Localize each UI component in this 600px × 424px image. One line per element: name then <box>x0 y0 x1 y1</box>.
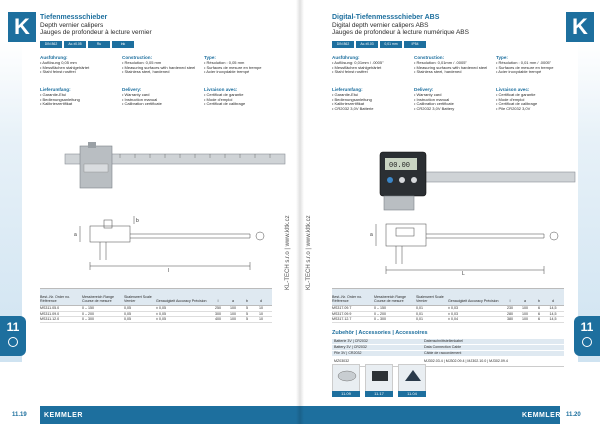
header-cell: b <box>246 299 248 304</box>
order-number: MS311.12.0 <box>40 317 60 322</box>
col-en <box>122 88 198 107</box>
col-item: • Calibration certificate <box>122 101 162 107</box>
col-item: • Stainless steel, hardened <box>414 69 462 75</box>
construction-columns <box>332 56 572 75</box>
technical-drawing <box>70 212 270 274</box>
order-number: MS317.09.7 <box>332 306 352 310</box>
thumb-label: 11.17 <box>365 391 393 397</box>
col-item: • Calibration certificate <box>414 101 454 107</box>
delivery-columns <box>332 88 572 112</box>
col-item: • Résolution : 0,01 mm / .0005" <box>496 59 552 65</box>
table-cell: 6 <box>538 306 540 310</box>
table-cell: 5 <box>246 311 248 316</box>
title-de: Digital-Tiefenmessschieber ABS <box>332 14 440 21</box>
svg-text:a: a <box>370 232 373 238</box>
header-cell: a <box>232 299 234 304</box>
book-gutter <box>296 0 304 424</box>
page-title <box>40 14 152 37</box>
title-de: Tiefenmessschieber <box>40 14 108 21</box>
cable-icon <box>366 365 394 387</box>
col-item: • Stahl feinst rostfrei <box>332 69 368 75</box>
col-item: • Pile CR2032 3,0V <box>496 106 531 112</box>
col-item: • Certificat de garantie <box>496 91 536 97</box>
spec-code-bar <box>332 41 426 48</box>
col-item: • Measuring surfaces with hardened steel <box>414 64 488 70</box>
col-en <box>414 88 490 112</box>
accessory-cell: Battery 3V | CR2032 <box>334 345 367 349</box>
col-item: • CR2032 3,0V Batterie <box>332 106 374 112</box>
col-heading: Ausführung: <box>40 55 68 60</box>
accessory-cell: Data Connection Cable <box>424 345 462 349</box>
order-number: MS311.09.0 <box>40 311 60 316</box>
header-cell: Messbereich Range Course de mesure <box>82 294 114 304</box>
accessories-table <box>332 339 564 367</box>
table-cell: 0,01 <box>416 317 423 322</box>
spec-code: Ac.±0.05 <box>64 41 86 48</box>
chapter-tab[interactable] <box>574 316 600 356</box>
header-cell: Messbereich Range Course de mesure <box>374 294 406 304</box>
order-number: MS317.12.7 <box>332 317 352 322</box>
table-cell: 0,01 <box>416 306 423 310</box>
spec-code: Ru <box>88 41 110 48</box>
title-fr: Jauges de profondeur à lecture numérique ABS <box>332 29 469 36</box>
col-fr <box>496 88 572 112</box>
table-cell: 100 <box>230 311 236 316</box>
left-blue-band <box>0 42 22 362</box>
interface-icon <box>399 365 427 387</box>
table-cell: 380 <box>507 317 513 322</box>
interface-thumbnail[interactable] <box>398 364 426 396</box>
table-cell: 10 <box>259 317 263 322</box>
col-item: • Warranty card <box>122 91 150 97</box>
table-cell: 0 – 150 <box>82 306 94 310</box>
battery-icon <box>333 365 361 387</box>
table-cell: 230 <box>507 306 513 310</box>
side-web-text: KL-TECH s.r.o | www.kltk.cz <box>285 215 291 290</box>
col-item: • Messflächen stahlgehärtet <box>332 64 382 70</box>
table-cell: 100 <box>522 311 528 316</box>
table-cell: ± 0,05 <box>156 317 166 322</box>
col-item: • Surfaces de mesure en trempe <box>204 64 262 70</box>
page-footer <box>300 406 600 424</box>
table-cell: 14,5 <box>549 311 557 316</box>
product-table <box>332 288 564 323</box>
chapter-tab[interactable] <box>0 316 26 356</box>
col-heading: Livraison avec: <box>496 87 530 92</box>
svg-text:L: L <box>462 271 465 276</box>
table-cell: 300 <box>215 311 221 316</box>
table-header <box>332 288 564 306</box>
col-item: • Resolution: 0,05 mm <box>122 59 162 65</box>
col-item: • Bedienungsanleitung <box>40 96 80 102</box>
col-item: • Surfaces de mesure en trempe <box>496 64 554 70</box>
col-item: • Kalibrierzertifikat <box>40 101 73 107</box>
table-cell: ± 0,03 <box>448 311 458 316</box>
table-row <box>40 317 272 323</box>
col-item: • Certificat de calibrage <box>204 101 246 107</box>
table-cell: 0,05 <box>124 311 131 316</box>
depth-caliper-photo <box>60 140 290 200</box>
digital-depth-caliper-photo <box>340 150 580 212</box>
table-cell: 0 – 150 <box>374 306 386 310</box>
brand-name: KEMMLER <box>44 411 83 419</box>
right-page <box>300 0 600 424</box>
col-item: • Stainless steel, hardened <box>122 69 170 75</box>
col-de <box>40 88 116 107</box>
table-cell: 5 <box>246 306 248 310</box>
construction-columns <box>40 56 280 75</box>
col-item: • Garantie-Etui <box>332 91 359 97</box>
col-item: • Warranty card <box>414 91 442 97</box>
col-fr <box>496 56 572 75</box>
product-table <box>40 288 272 323</box>
table-header <box>40 288 272 306</box>
delivery-columns <box>40 88 280 107</box>
svg-text:00.00: 00.00 <box>389 162 411 170</box>
title-en: Depth vernier calipers <box>40 21 104 29</box>
table-cell: 280 <box>507 311 513 316</box>
col-item: • Messflächen stahlgehärtet <box>40 64 90 70</box>
spec-code: DIN 862 <box>332 41 354 48</box>
spec-code: DIN 862 <box>40 41 62 48</box>
col-item: • Certificat de garantie <box>204 91 244 97</box>
table-cell: 6 <box>538 311 540 316</box>
col-item: • CR2032 3,0V Battery <box>414 106 455 112</box>
right-blue-band <box>578 42 600 362</box>
accessory-thumbnails <box>332 364 426 396</box>
k-logo: K <box>566 12 594 42</box>
col-fr <box>204 56 280 75</box>
accessory-code: MZ03032 <box>334 359 350 363</box>
page-title <box>332 14 469 37</box>
col-item: • Measuring surfaces with hardened steel <box>122 64 196 70</box>
col-heading: Lieferumfang: <box>332 87 363 92</box>
accessories-title: Zubehör | Accessories | Accessoires <box>332 330 428 336</box>
technical-drawing <box>362 214 562 276</box>
table-cell: 400 <box>215 317 221 322</box>
title-fr: Jauges de profondeur à lecture vernier <box>40 29 152 36</box>
table-cell: 0 – 200 <box>374 311 386 316</box>
col-heading: Type: <box>496 55 508 60</box>
table-cell: 100 <box>522 317 528 322</box>
spec-code: Ink <box>112 41 134 48</box>
thumb-label: 11.04 <box>398 391 426 397</box>
col-item: • Résolution : 0,05 mm <box>204 59 245 65</box>
table-cell: 5 <box>246 317 248 322</box>
header-cell: l <box>217 299 219 304</box>
page-footer <box>0 406 300 424</box>
header-cell: l <box>509 299 511 304</box>
order-number: MS317.09.9 <box>332 311 352 316</box>
title-en: Digital depth vernier calipers ABS <box>332 21 429 29</box>
table-cell: 0,05 <box>124 317 131 322</box>
table-cell: 14,5 <box>549 306 557 310</box>
table-cell: ± 0,05 <box>156 311 166 316</box>
spec-code: 0,01 mm <box>380 41 402 48</box>
col-en <box>122 56 198 75</box>
accessory-cell: Batterie 3V | CR2032 <box>334 339 368 343</box>
col-item: • Certificat de calibrage <box>496 101 538 107</box>
table-cell: 0,01 <box>416 311 423 316</box>
col-heading: Delivery: <box>122 87 142 92</box>
header-cell: a <box>524 299 526 304</box>
header-cell: Skalenwert Scale Vernier <box>416 294 444 304</box>
header-cell: Best.-Nr. Order no. Référence <box>40 294 71 304</box>
col-en <box>414 56 490 75</box>
col-heading: Delivery: <box>414 87 434 92</box>
col-de <box>332 56 408 75</box>
header-cell: b <box>538 299 540 304</box>
accessory-code: MJ302.03.4 | MJ302.09.4 | MJ302.10.0 | MJ302.09.4 <box>424 359 508 363</box>
cable-thumbnail[interactable] <box>365 364 393 396</box>
table-cell: 250 <box>215 306 221 310</box>
order-number: MS311.05.0 <box>40 306 60 310</box>
magnifier-icon <box>8 337 18 347</box>
col-heading: Ausführung: <box>332 55 360 60</box>
col-fr <box>204 88 280 107</box>
svg-text:a: a <box>74 232 77 238</box>
table-cell: ± 0,03 <box>448 306 458 310</box>
col-item: • Instruction manual <box>122 96 158 102</box>
col-heading: Type: <box>204 55 216 60</box>
side-web-text: KL-TECH s.r.o | www.kltk.cz <box>306 215 312 290</box>
col-item: • Acier inoxydable trempé <box>204 69 250 75</box>
table-row <box>332 317 564 323</box>
battery-thumbnail[interactable] <box>332 364 360 396</box>
page-number: 11.19 <box>12 412 27 418</box>
header-cell: d <box>552 299 554 304</box>
svg-text:b: b <box>136 218 139 224</box>
accessory-cell: Câble de raccordement <box>424 351 462 355</box>
col-item: • Acier inoxydable trempé <box>496 69 542 75</box>
header-cell: Genauigkeit Accuracy Précision <box>448 299 499 304</box>
col-item: • Instruction manual <box>414 96 450 102</box>
table-cell: 10 <box>259 311 263 316</box>
svg-text:l: l <box>168 268 170 274</box>
spec-code: Ac.±0.03 <box>356 41 378 48</box>
col-heading: Livraison avec: <box>204 87 238 92</box>
spec-code-bar <box>40 41 134 48</box>
accessory-cell: Pile 3V | CR2032 <box>334 351 362 355</box>
header-cell: Best.-Nr. Order no. Référence <box>332 294 363 304</box>
col-item: • Resolution: 0,01mm / .0005" <box>414 59 467 65</box>
table-cell: 100 <box>230 306 236 310</box>
col-heading: Construction: <box>122 55 153 60</box>
table-cell: 0 – 300 <box>82 317 94 322</box>
col-item: • Auflösung: 0,01mm / .0005" <box>332 59 384 65</box>
col-item: • Kalibrierzertifikat <box>332 101 365 107</box>
table-cell: 6 <box>538 317 540 322</box>
table-cell: ± 0,04 <box>448 317 458 322</box>
page-number: 11.20 <box>566 412 581 418</box>
col-item: • Mode d'emploi <box>496 96 525 102</box>
table-cell: ± 0,05 <box>156 306 166 310</box>
chapter-number: 11 <box>580 320 594 334</box>
table-cell: 0 – 300 <box>374 317 386 322</box>
table-cell: 0,05 <box>124 306 131 310</box>
table-cell: 0 – 200 <box>82 311 94 316</box>
col-heading: Lieferumfang: <box>40 87 71 92</box>
k-logo: K <box>8 12 36 42</box>
spec-code: IP54 <box>404 41 426 48</box>
table-cell: 14,5 <box>549 317 557 322</box>
header-cell: d <box>260 299 262 304</box>
col-heading: Construction: <box>414 55 445 60</box>
table-cell: 10 <box>259 306 263 310</box>
col-de <box>332 88 408 112</box>
col-de <box>40 56 116 75</box>
accessory-cell: Datenschnittstellenkabel <box>424 339 463 343</box>
col-item: • Auflösung 0,05 mm <box>40 59 77 65</box>
brand-name: KEMMLER <box>522 411 561 419</box>
thumb-label: 11.09 <box>332 391 360 397</box>
col-item: • Stahl feinst rostfrei <box>40 69 76 75</box>
header-cell: Skalenwert Scale Vernier <box>124 294 152 304</box>
col-item: • Mode d'emploi <box>204 96 233 102</box>
table-cell: 100 <box>230 317 236 322</box>
header-cell: Genauigkeit Accuracy Précision <box>156 299 207 304</box>
magnifier-icon <box>582 337 592 347</box>
chapter-number: 11 <box>6 320 20 334</box>
col-item: • Garantie-Etui <box>40 91 67 97</box>
col-item: • Bedienungsanleitung <box>332 96 372 102</box>
table-cell: 100 <box>522 306 528 310</box>
